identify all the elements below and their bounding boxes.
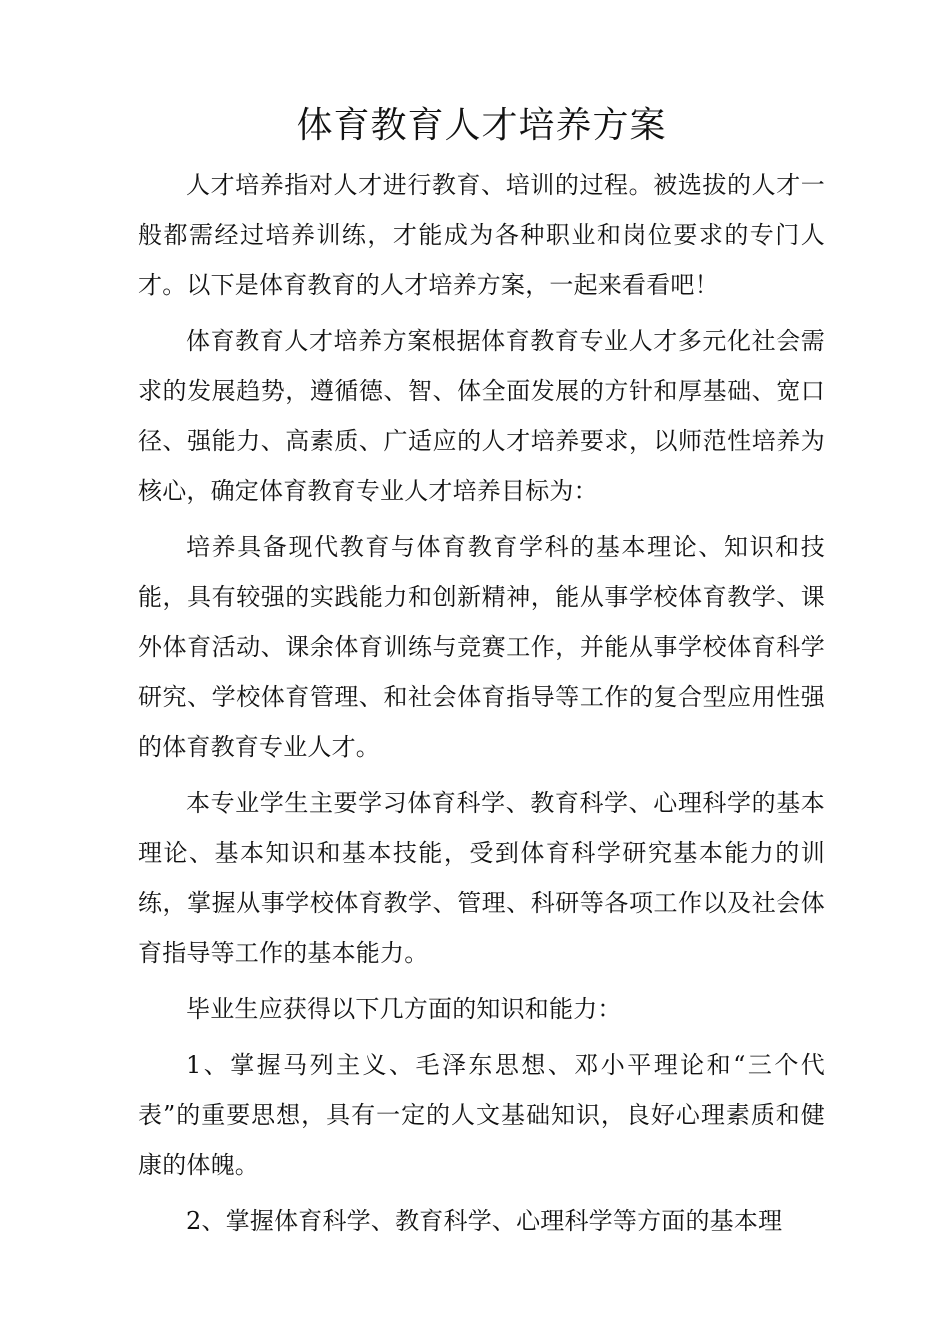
paragraph-basis: 体育教育人才培养方案根据体育教育专业人才多元化社会需求的发展趋势，遵循德、智、体全面发展的方针和厚基础、宽口径、强能力、高素质、广适应的人才培养要求，以师范性培养为核心，确定体育教育专业人才培养目标为： <box>138 327 825 505</box>
paragraph-item-1: 1、掌握马列主义、毛泽东思想、邓小平理论和“三个代表”的重要思想，具有一定的人文基础知识，良好心理素质和健康的体魄。 <box>138 1051 825 1179</box>
paragraph-abilities-heading: 毕业生应获得以下几方面的知识和能力： <box>186 995 622 1023</box>
paragraph-curriculum: 本专业学生主要学习体育科学、教育科学、心理科学的基本理论、基本知识和基本技能，受到体育科学研究基本能力的训练，掌握从事学校体育教学、管理、科研等各项工作以及社会体育指导等工作的基本能力。 <box>138 789 825 967</box>
document-title: 体育教育人才培养方案 <box>296 105 667 146</box>
paragraph-goal: 培养具备现代教育与体育教育学科的基本理论、知识和技能，具有较强的实践能力和创新精神，能从事学校体育教学、课外体育活动、课余体育训练与竞赛工作，并能从事学校体育科学研究、学校体育管理、和社会体育指导等工作的复合型应用性强的体育教育专业人才。 <box>138 533 825 761</box>
paragraph-intro: 人才培养指对人才进行教育、培训的过程。被选拔的人才一般都需经过培养训练，才能成为各种职业和岗位要求的专门人才。以下是体育教育的人才培养方案，一起来看看吧！ <box>138 171 825 299</box>
paragraph-item-2: 2、掌握体育科学、教育科学、心理科学等方面的基本理 <box>186 1207 783 1235</box>
